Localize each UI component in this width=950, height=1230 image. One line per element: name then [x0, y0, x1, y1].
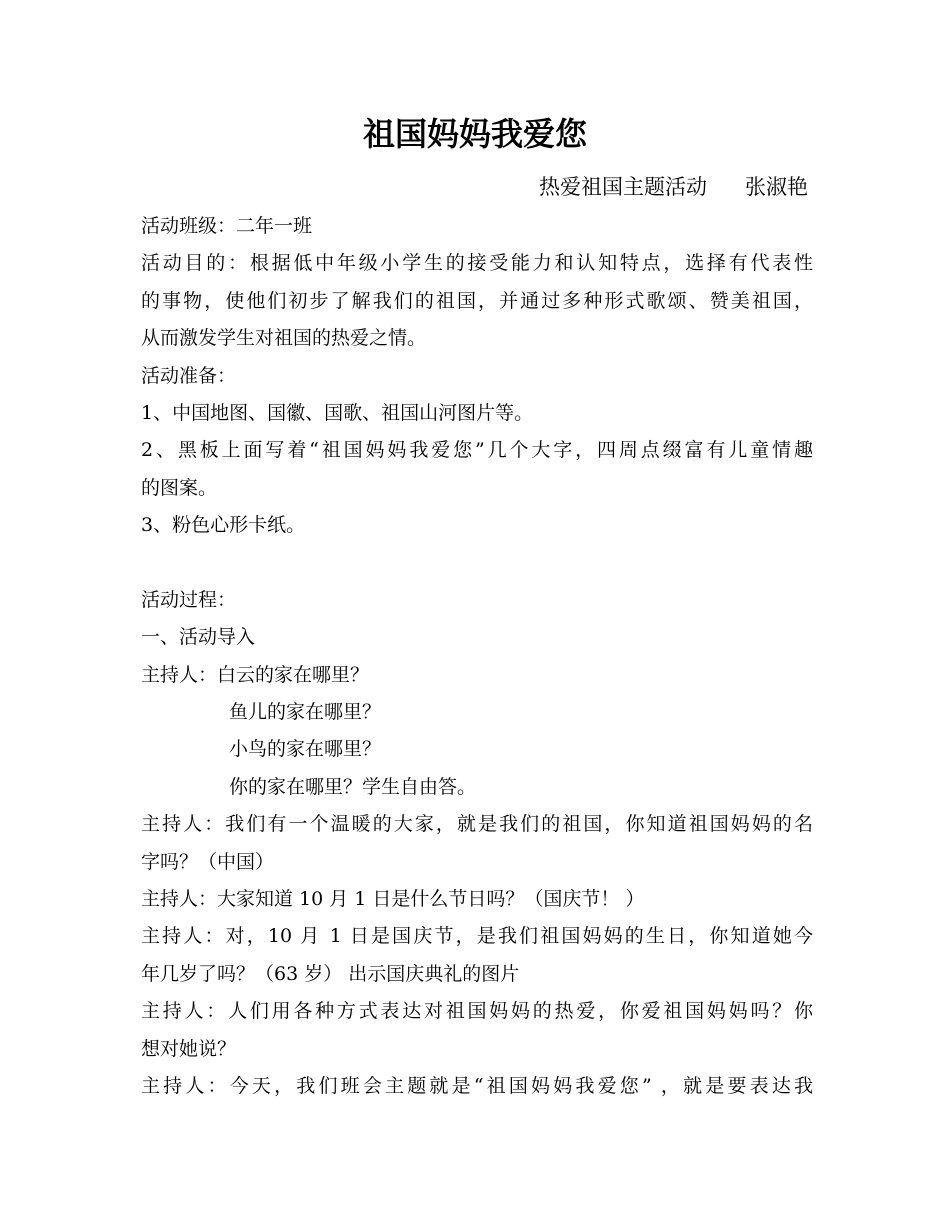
text-line: 活动班级：二年一班	[141, 215, 313, 237]
document-title: 祖国妈妈我爱您	[362, 115, 587, 153]
text-line: 活动准备：	[141, 364, 237, 387]
text-line: 你的家在哪里？学生自由答。	[229, 775, 477, 798]
text-line: 主持人：对，10 月 1 日是国庆节，是我们祖国妈妈的生日，你知道她今	[141, 925, 813, 948]
text-line: 的事物，使他们初步了解我们的祖国，并通过多种形式歌颂、赞美祖国，	[141, 289, 813, 312]
text-line: 想对她说？	[141, 1037, 237, 1060]
text-line: 主持人：人们用各种方式表达对祖国妈妈的热爱，你爱祖国妈妈吗？你	[141, 1000, 813, 1023]
text-line: 的图案。	[141, 476, 218, 499]
text-line: 年几岁了吗？（63 岁） 出示国庆典礼的图片	[141, 962, 520, 985]
text-line: 字吗？（中国）	[141, 850, 275, 873]
text-line: 2、黑板上面写着“祖国妈妈我爱您”几个大字，四周点缀富有儿童情趣	[141, 439, 813, 462]
text-line: 鱼儿的家在哪里？	[229, 701, 382, 724]
text-line: 活动目的：根据低中年级小学生的接受能力和认知特点，选择有代表性	[141, 252, 813, 275]
text-line: 3、粉色心形卡纸。	[141, 514, 306, 537]
text-line: 主持人：白云的家在哪里？	[141, 663, 370, 686]
document-body	[141, 208, 813, 1105]
text-line: 主持人：大家知道 10 月 1 日是什么节日吗？（国庆节！ ）	[141, 888, 645, 911]
text-line: 从而激发学生对祖国的热爱之情。	[141, 327, 427, 350]
text-line: 主持人：我们有一个温暖的大家，就是我们的祖国，你知道祖国妈妈的名	[141, 813, 813, 836]
text-line: 1、中国地图、国徽、国歌、祖国山河图片等。	[141, 401, 534, 424]
text-line: 一、活动导入	[141, 626, 256, 649]
document-subtitle: 热爱祖国主题活动	[539, 175, 707, 199]
document-subtitle-row	[539, 169, 808, 205]
blank-line	[141, 545, 813, 582]
text-line: 主持人：今天，我们班会主题就是“祖国妈妈我爱您” ，就是要表达我	[141, 1074, 813, 1097]
document-author: 张淑艳	[745, 175, 808, 199]
text-line: 小鸟的家在哪里？	[229, 738, 382, 761]
text-line: 活动过程：	[141, 588, 237, 611]
